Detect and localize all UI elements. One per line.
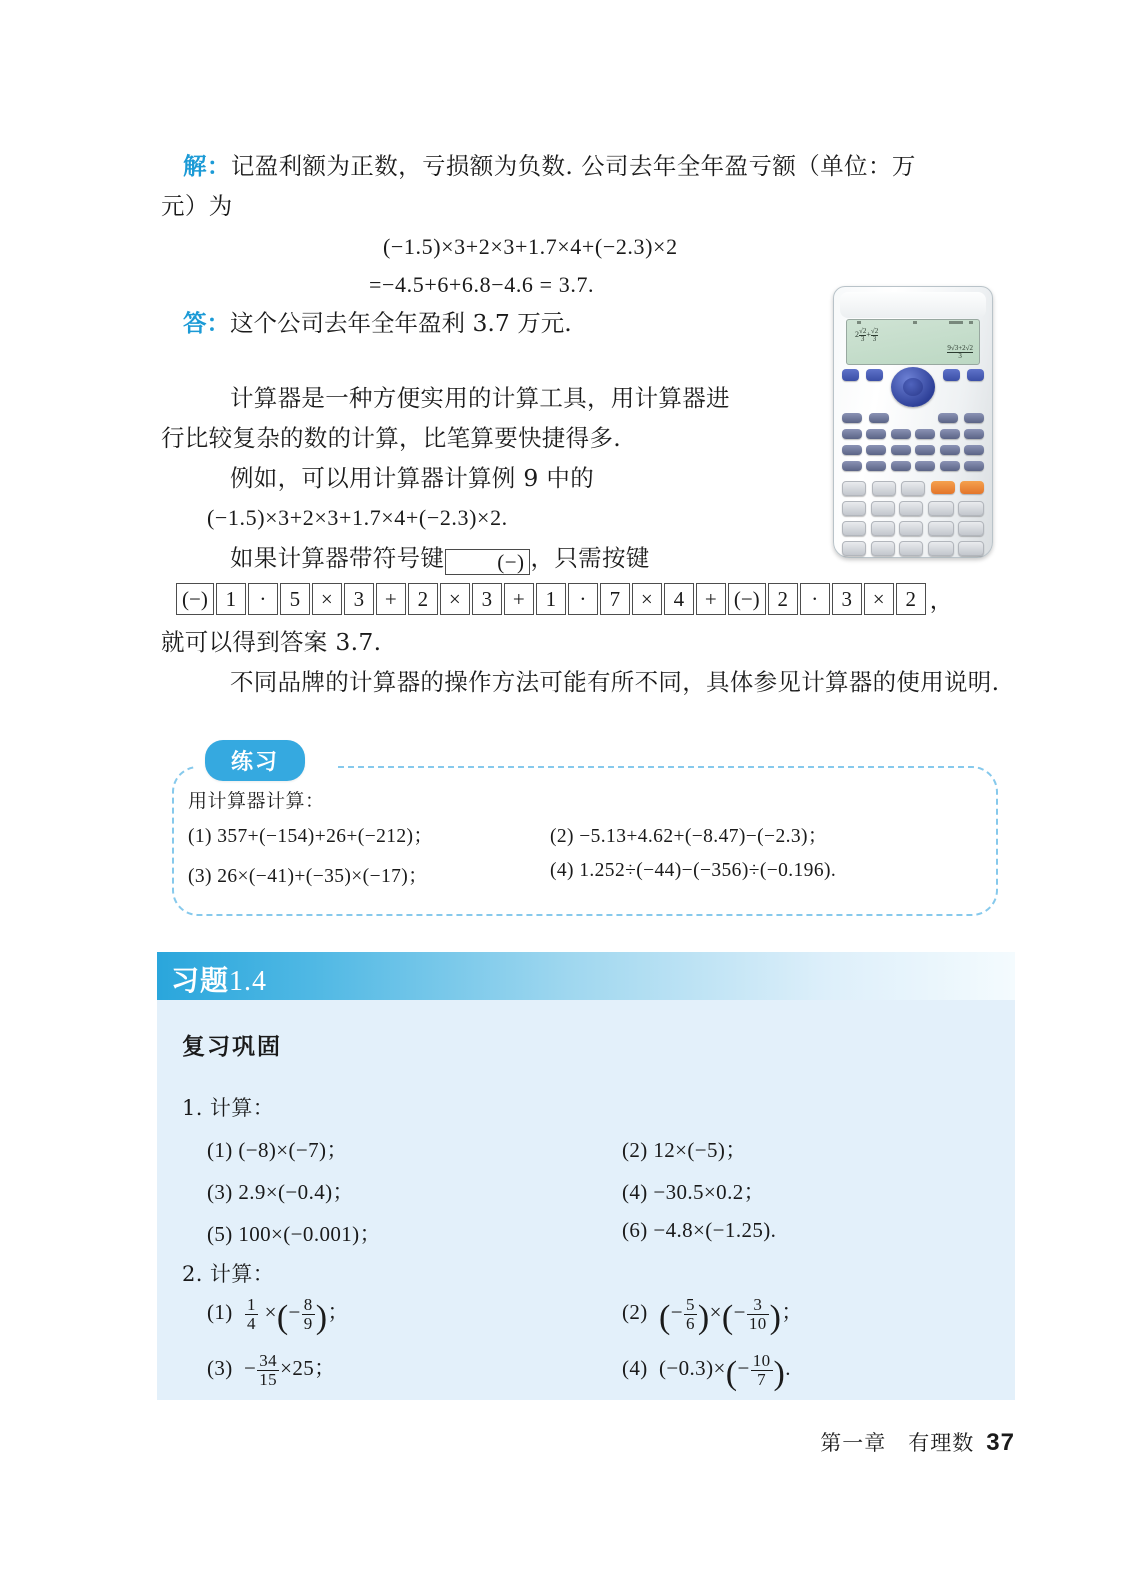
calculator-key-+: +: [696, 583, 726, 615]
calculator-key-4: 4: [664, 583, 694, 615]
calculator-key-3: 3: [832, 583, 862, 615]
fraction-numerator: 8: [303, 1295, 313, 1315]
exercise-item-label: (3): [207, 1180, 233, 1204]
practice-badge: 练习: [205, 740, 305, 781]
calculator-key-·: ·: [248, 583, 278, 615]
calculator-key-3: 3: [344, 583, 374, 615]
calculator-key-2: 2: [896, 583, 926, 615]
fraction: [751, 1352, 773, 1389]
exercise-group-1-number: 1.: [182, 1096, 203, 1120]
calculator-top-panel: [840, 292, 986, 318]
solve-colon: ：: [206, 152, 231, 180]
paragraph-2: 例如，可以用计算器计算例 9 中的: [230, 464, 594, 492]
footer-chapter: 第一章 有理数: [820, 1431, 975, 1455]
paragraph-2-expression: (−1.5)×3+2×3+1.7×4+(−2.3)×2.: [207, 505, 508, 530]
right-paren: ): [773, 1354, 786, 1392]
exercise-item: [622, 1134, 747, 1164]
answer-line: [183, 304, 572, 338]
practice-item-text: −5.13+4.62+(−8.47)−(−2.3)；: [579, 826, 828, 847]
solution-text-1: 记盈利额为正数，亏损额为负数. 公司去年全年盈亏额（单位：万: [230, 152, 916, 180]
exercise-subtitle: 复习巩固: [182, 1033, 282, 1060]
practice-item: [550, 860, 836, 882]
exercise-item: [207, 1218, 381, 1248]
sign: −: [244, 1356, 257, 1380]
fraction-denominator: 6: [685, 1314, 695, 1333]
exercise-item-text: (−8)×(−7)；: [238, 1138, 348, 1162]
calculator-key-2: 2: [408, 583, 438, 615]
solve-label: 解: [183, 152, 207, 180]
calculator-key-+: +: [376, 583, 406, 615]
sign: −: [737, 1355, 750, 1380]
calculator-key-ac: [960, 481, 984, 494]
paragraph-4: 就可以得到答案 3.7.: [161, 628, 382, 656]
practice-item-label: (1): [188, 826, 212, 847]
key-sequence-row: [176, 582, 953, 615]
calculator-numeric-row-3: [842, 521, 984, 536]
right-paren: ): [315, 1299, 328, 1336]
screen-indicators: [851, 321, 975, 325]
sign: −: [288, 1300, 301, 1324]
calculator-key-+: +: [504, 583, 534, 615]
calculator-image: [833, 286, 993, 558]
fraction: [245, 1296, 258, 1333]
sign: −: [670, 1300, 683, 1324]
fraction-numerator: 5: [685, 1295, 695, 1315]
calculator-key-(−): (−): [176, 583, 214, 615]
practice-item-text: 26×(−41)+(−35)×(−17)；: [217, 866, 429, 887]
exercise-item-text: −4.8×(−1.25).: [653, 1218, 777, 1242]
calculator-key-1: 1: [536, 583, 566, 615]
exercise-item-label: (2): [622, 1138, 648, 1162]
fraction: [747, 1296, 769, 1333]
calculator-key-7: 7: [600, 583, 630, 615]
exercise-item-label: (6): [622, 1218, 648, 1242]
calculator-key-·: ·: [800, 583, 830, 615]
post-key-paragraphs: [161, 622, 1013, 702]
operand: (−0.3): [659, 1355, 714, 1380]
exercise-item: [207, 1176, 354, 1206]
operator: ×: [709, 1300, 722, 1324]
paragraph-5: 不同品牌的计算器的操作方法可能有所不同，具体参见计算器的使用说明.: [230, 668, 1000, 696]
calculator-key-·: ·: [568, 583, 598, 615]
page-number: 37: [986, 1429, 1015, 1456]
exercise-group-1-heading: [182, 1092, 274, 1122]
calculator-dpad: [891, 367, 935, 407]
key-sequence-trailing-comma: ，: [929, 588, 953, 613]
exercise-panel: [157, 1000, 1015, 1400]
calculator-row-5: [842, 461, 984, 471]
exercise-group-2-prompt: 计算：: [209, 1262, 275, 1286]
fraction-denominator: 9: [303, 1314, 313, 1333]
exercise-group-1-prompt: 计算：: [209, 1096, 275, 1120]
calculator-key-×: ×: [864, 583, 894, 615]
answer-label: 答: [183, 309, 207, 337]
exercise-item-label: (2): [622, 1300, 648, 1324]
item-tail: ；: [781, 1300, 803, 1324]
fraction-denominator: 4: [247, 1314, 256, 1333]
calculator-row-4: [842, 445, 984, 455]
calculator-key-del: [931, 481, 955, 494]
sign-key-box: (−): [445, 549, 529, 575]
calculator-numeric-row-4: [842, 541, 984, 556]
practice-item: [188, 820, 433, 848]
left-paren: (: [659, 1299, 671, 1336]
fraction-denominator: 10: [748, 1314, 767, 1333]
calculator-key-5: 5: [280, 583, 310, 615]
fraction: [257, 1352, 279, 1389]
calculator-numeric-row-1: [842, 481, 984, 496]
right-paren: ): [697, 1299, 710, 1336]
right-paren: ): [769, 1299, 782, 1336]
calculator-key-×: ×: [440, 583, 470, 615]
exercise-item-text: 12×(−5)；: [653, 1138, 747, 1162]
exercise-item: [207, 1352, 336, 1389]
exercise-header-bar: [157, 952, 1015, 1000]
fraction-numerator: 3: [753, 1295, 763, 1315]
calculator-body: [833, 286, 993, 558]
calculator-screen: [846, 319, 980, 365]
practice-item-label: (4): [550, 860, 574, 881]
screen-expression-1: 2 $\frac{√2}{3}$ + $\frac{√2}{3}$: [855, 327, 879, 343]
operand: 25: [292, 1356, 315, 1380]
practice-item-text: 1.252÷(−44)−(−356)÷(−0.196).: [579, 860, 837, 881]
practice-item-text: 357+(−154)+26+(−212)；: [217, 826, 434, 847]
paragraph-1-line-1: 计算器是一种方便实用的计算工具，用计算器进: [230, 384, 730, 412]
practice-box: [172, 766, 998, 916]
left-paren: (: [721, 1299, 734, 1336]
fraction: [302, 1296, 315, 1333]
answer-text: 这个公司去年全年盈利 3.7 万元.: [230, 309, 572, 337]
practice-item-label: (2): [550, 826, 574, 847]
calculator-key-×: ×: [632, 583, 662, 615]
exercise-item: [622, 1296, 803, 1334]
exercise-item-label: (4): [622, 1355, 648, 1380]
explanation-paragraphs: [161, 378, 783, 578]
calculator-row-2: [842, 413, 984, 423]
calculator-key-1: 1: [216, 583, 246, 615]
fraction-numerator: 34: [259, 1351, 278, 1371]
fraction-denominator: 15: [259, 1370, 278, 1389]
calculator-keypad: [842, 369, 984, 551]
exercise-item-label: (3): [207, 1356, 233, 1380]
left-paren: (: [725, 1354, 738, 1392]
calculator-key-×: ×: [312, 583, 342, 615]
exercise-item-label: (1): [207, 1138, 233, 1162]
fraction-numerator: 1: [247, 1295, 256, 1315]
fraction: [684, 1296, 697, 1333]
exercise-item-label: (1): [207, 1300, 233, 1324]
calculator-key-(−): (−): [728, 583, 766, 615]
calculator-numeric-row-2: [842, 501, 984, 516]
paragraph-3-before: 如果计算器带符号键: [230, 544, 445, 572]
exercise-item-text: −30.5×0.2；: [653, 1180, 766, 1204]
paragraph-3-after: ，只需按键: [530, 544, 650, 572]
solution-line-1: [183, 146, 1013, 186]
operator: ×: [713, 1355, 726, 1380]
exercise-group-2-number: 2.: [182, 1262, 203, 1286]
screen-expression-2: $\frac{9√3+2√2}{3}$: [947, 344, 973, 360]
left-paren: (: [276, 1299, 289, 1336]
calculator-row-3: [842, 429, 984, 439]
exercise-header-number: 1.4: [229, 966, 268, 997]
exercise-item-text: 2.9×(−0.4)；: [238, 1180, 354, 1204]
practice-item: [550, 820, 828, 848]
answer-colon: ：: [206, 309, 230, 337]
calculator-key-2: 2: [768, 583, 798, 615]
practice-item: [188, 860, 428, 888]
practice-title: 用计算器计算：: [188, 790, 325, 812]
exercise-item: [622, 1351, 791, 1392]
exercise-item-label: (5): [207, 1222, 233, 1246]
paragraph-3: [183, 538, 783, 578]
calculator-key-3: 3: [472, 583, 502, 615]
item-tail: ；: [314, 1356, 336, 1380]
exercise-item: [622, 1218, 776, 1243]
equation-line-1: (−1.5)×3+2×3+1.7×4+(−2.3)×2: [383, 234, 678, 259]
exercise-group-2-heading: [182, 1258, 274, 1288]
page-footer: [820, 1427, 1015, 1457]
item-tail: ；: [327, 1300, 349, 1324]
exercise-item-text: 100×(−0.001)；: [238, 1222, 381, 1246]
exercise-item-label: (4): [622, 1180, 648, 1204]
fraction-denominator: 7: [751, 1370, 773, 1389]
exercise-header-title: [171, 959, 267, 999]
exercise-item: [207, 1296, 349, 1334]
practice-item-label: (3): [188, 866, 212, 887]
fraction-numerator: 10: [752, 1351, 771, 1370]
operator: ×: [280, 1356, 293, 1380]
equation-line-2: =−4.5+6+6.8−4.6 = 3.7.: [369, 272, 595, 297]
item-tail: .: [785, 1355, 791, 1380]
exercise-item: [622, 1176, 765, 1206]
sign: −: [733, 1300, 746, 1324]
exercise-item: [207, 1134, 348, 1164]
paragraph-1-line-2: 行比较复杂的数的计算，比笔算要快捷得多.: [161, 424, 621, 452]
solution-line-2: 元）为: [161, 192, 233, 220]
exercise-header-cn: 习题: [171, 964, 230, 997]
operator: ×: [264, 1300, 277, 1324]
